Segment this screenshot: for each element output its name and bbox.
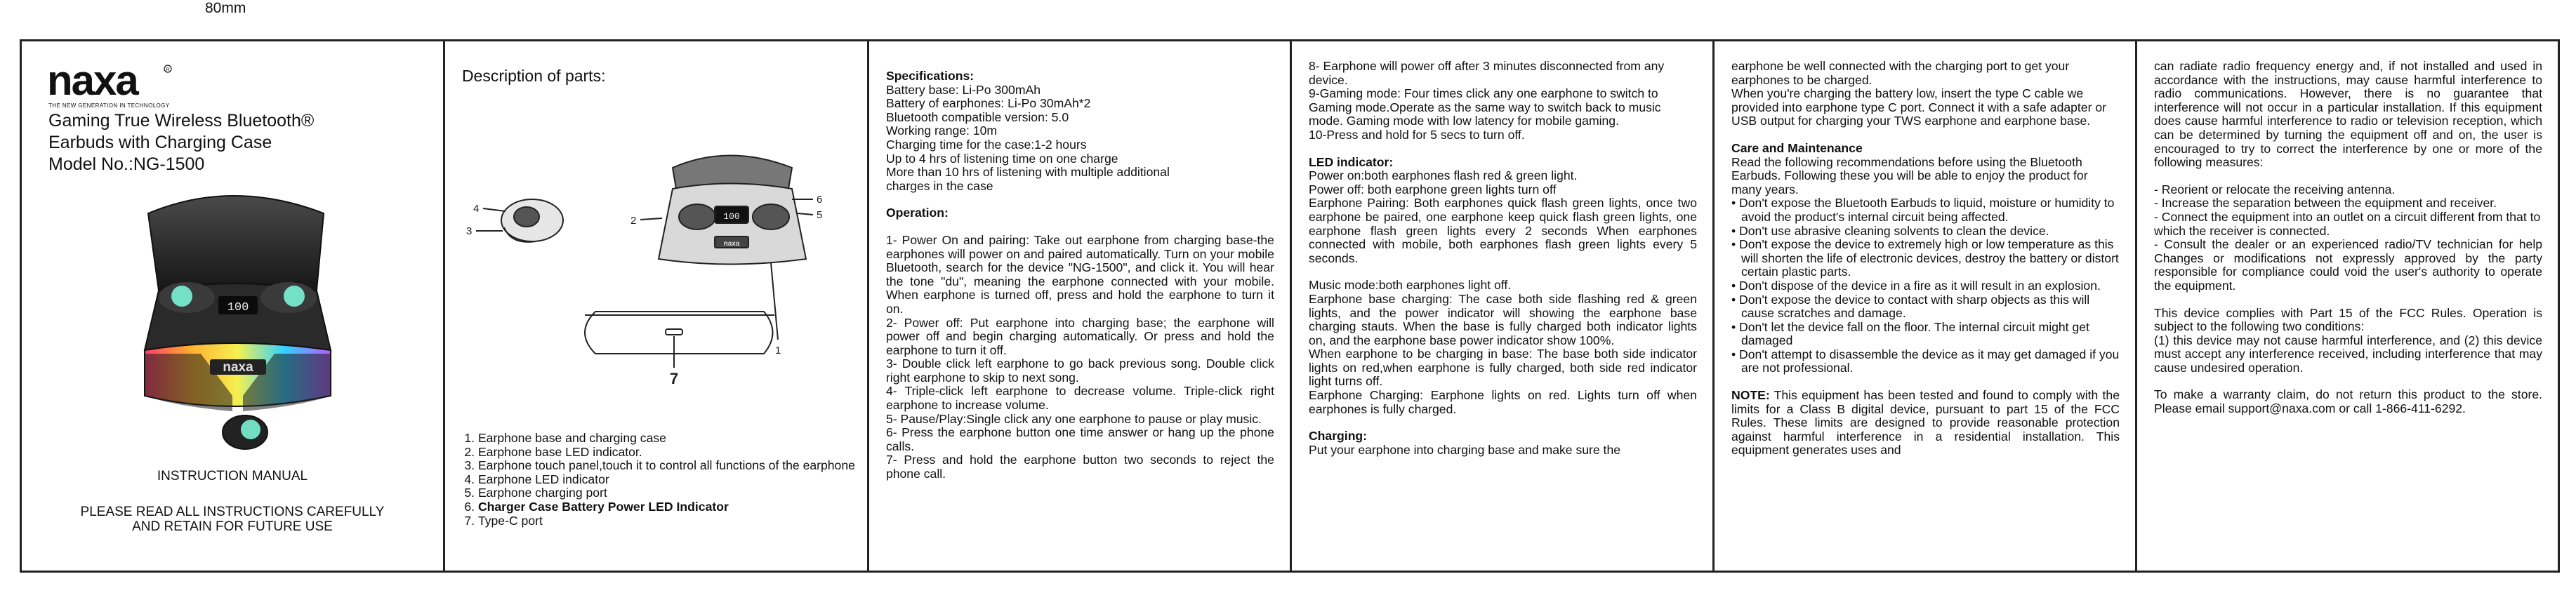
spec-line: More than 10 hrs of listening with multiple additional [885,165,1170,180]
fcc-compliance: This device complies with Part 15 of the FCC Rules. Operation is subject to the following two conditions: [2154,305,2543,334]
callout-1: 1 [774,345,781,356]
brand-tagline: THE NEW GENERATION IN TECHNOLOGY [48,102,170,109]
operation-heading: Operation: [885,206,949,220]
spec-line: Battery base: Li-Po 300mAh [885,82,1041,97]
spec-line: Charging time for the case:1-2 hours [885,137,1087,152]
led-indicator-heading: LED indicator: [1308,154,1394,169]
svg-text:100: 100 [723,211,740,222]
list-item: - Increase the separation between the equipment and receiver. [2154,196,2497,211]
svg-text:100: 100 [227,301,249,314]
fcc-conditions: (1) this device may not cause harmful interference, and (2) this device must accept any interference received, including interference that may cause undesired operation. [2154,333,2543,375]
list-item: 3. Earphone touch panel,touch it to control all functions of the earphone [478,459,869,473]
callout-6: 6 [816,194,823,206]
list-item: - Reorient or relocate the receiving antenna. [2154,182,2396,196]
list-item: 4. Earphone LED indicator [478,473,869,487]
charging-text: When you're charging the battery low, insert the type C cable we provided into earphone type C port. Connect it with a safe adapter or USB output for charging your TWS earphone and earphone base. [1731,86,2106,128]
list-item: - Connect the equipment into an outlet on a circuit different from that to which the receiver is connected. [2154,209,2541,238]
list-item: 2. Earphone base LED indicator. [478,446,869,460]
list-item: • Don't expose the Bluetooth Earbuds to liquid, moisture or humidity to avoid the product's internal circuit being affected. [1731,196,2115,224]
charging-text: earphone be well connected with the charging port to get your earphones to be charged. [1731,59,2070,87]
read-instructions-line: AND RETAIN FOR FUTURE USE [132,519,333,534]
led-line: When earphone to be charging in base: The base both side indicator lights on red,when earphone is fully charged, both side red indicator light turns off. [1308,347,1697,389]
operation-step: 6- Press the earphone button one time answer or hang up the phone calls. [885,425,1274,453]
operation-step: 4- Triple-click left earphone to decrease volume. Triple-click right earphone to increase volume. [885,384,1274,413]
led-line: Earphone Charging: Earphone lights on red. Lights turn off when earphones is fully charged. [1308,388,1697,416]
svg-text:naxa: naxa [723,240,740,248]
read-instructions-note [22,505,443,534]
operation-step: 2- Power off: Put earphone into charging base; the earphone will power off and begin charging automatically. Or press and hold the earphone to turn it off. [885,315,1274,357]
instruction-manual-label: INSTRUCTION MANUAL [157,469,308,484]
led-line: Music mode:both earphones light off. [1308,278,1512,293]
spec-line: Bluetooth compatible version: 5.0 [885,109,1069,124]
dimension-label: 80mm [205,0,246,16]
svg-text:naxa: naxa [47,62,138,99]
operation-step: 9-Gaming mode: Four times click any one earphone to switch to Gaming mode.Operate as the same way to switch back to music mode. Gaming mode with low latency for mobile gaming. [1308,86,1661,128]
spec-line: Up to 4 hrs of listening time on one charge [885,151,1118,166]
operation-step: 8- Earphone will power off after 3 minutes disconnected from any device. [1308,59,1665,87]
svg-text:naxa: naxa [223,360,253,375]
list-item: • Don't expose the device to contact with sharp objects as this will cause scratches and damage. [1731,292,2090,321]
callout-7: 7 [669,370,679,387]
led-line: Earphone base charging: The case both side flashing red & green lights, and the power indicator will showing the earphone base charging stauts. When the base is fully charged both indicator lights on, and the earphone base power indicator show 100%. [1308,291,1697,347]
operation-step: 7- Press and hold the earphone button two seconds to reject the phone call. [885,453,1274,481]
led-indicator-panel [1292,41,1715,571]
specs-operation-panel [869,41,1292,571]
callout-5: 5 [816,209,823,221]
parts-diagram [462,147,855,427]
callout-3: 3 [465,225,473,237]
list-item: • Don't attempt to disassemble the device as it may get damaged if you are not professional. [1731,347,2120,375]
list-item: 7. Type-C port [478,514,869,528]
care-heading: Care and Maintenance [1731,140,1863,155]
list-item: • Don't use abrasive cleaning solvents to clean the device. [1731,223,2049,238]
charging-case-illustration [120,185,359,455]
operation-step: 3- Double click left earphone to go back previous song. Double click right earphone to skip to next song. [885,356,1274,385]
list-item: 1. Earphone base and charging case [478,432,869,446]
parts-title: Description of parts: [461,67,606,85]
cover-panel [22,41,445,571]
product-title [48,110,314,175]
spec-line: Battery of earphones: Li-Po 30mAh*2 [885,96,1091,111]
list-item: 6. Charger Case Battery Power LED Indicator [478,500,869,514]
list-item: • Don't let the device fall on the floor. The internal circuit might get damaged [1731,319,2089,348]
read-instructions-line: PLEASE READ ALL INSTRUCTIONS CAREFULLY [80,505,385,519]
led-line: Power on:both earphones flash red & green light. [1308,168,1578,183]
manual-sheet [20,39,2560,573]
naxa-logo [47,62,194,99]
specifications-heading: Specifications: [885,69,975,83]
led-line: Power off: both earphone green lights turn off [1308,182,1557,196]
fcc-intro: can radiate radio frequency energy and, if not installed and used in accordance with the instructions, may cause harmful interference to radio communications. However, there is no guarantee that interference will not occur in a particular installation. If this equipment does cause harmful interference to radio or television reception, which can be determined by turning the equipment off and on, the user is encouraged to try to correct the interference by one or more of the following measures: [2154,59,2543,170]
operation-step: 5- Pause/Play:Single click any one earphone to pause or play music. [885,411,1262,426]
charging-heading: Charging: [1308,429,1368,444]
parts-list [462,432,869,528]
operation-step: 10-Press and hold for 5 secs to turn off. [1308,127,1525,142]
product-title-line: Earbuds with Charging Case [48,133,272,152]
callout-2: 2 [630,215,637,227]
care-panel [1715,41,2137,571]
product-title-line: Model No.:NG-1500 [48,154,205,174]
operation-step: 1- Power On and pairing: Take out earphone from charging base-the earphones will power on and paired automatically. Turn on your mobile Bluetooth, search for the device "NG-1500", and click it. You will hear the tone "du", meaning the earphone connected with your mobile. When earphone is turned off, press and hold the earphone to turn it on. [885,232,1274,316]
fcc-panel [2137,41,2558,571]
list-item: • Don't dispose of the device in a fire as it will result in an explosion. [1731,278,2101,293]
spec-line: Working range: 10m [885,124,998,138]
spec-line: charges in the case [885,178,993,193]
led-line: Earphone Pairing: Both earphones quick flash green lights, once two earphone be paired, one earphone keep quick flash green lights, one earphone flash green lights every 2 seconds When earphones connected with mobile, both earphones flash green lights every 5 seconds. [1308,196,1697,265]
list-item: - Consult the dealer or an experienced radio/TV technician for help Changes or modifications not expressly approved by the party responsible for compliance could void the user's authority to operate the equipment. [2154,237,2543,293]
warranty-text: To make a warranty claim, do not return this product to the store. Please email support@naxa.com or call 1-866-411-6292. [2154,387,2543,416]
list-item: 5. Earphone charging port [478,486,869,500]
list-item: • Don't expose the device to extremely high or low temperature as this will shorten the life of electronic devices, destroy the battery or distort certain plastic parts. [1731,237,2119,279]
callout-4: 4 [473,203,480,215]
product-title-line: Gaming True Wireless Bluetooth® [48,111,315,131]
fcc-note: NOTE: This equipment has been tested and found to comply with the limits for a Class B digital device, pursuant to part 15 of the FCC Rules. These limits are designed to provide reasonable protection against harmful interference in a residential installation. This equipment generates uses and [1731,388,2120,458]
charging-text: Put your earphone into charging base and make sure the [1308,442,1621,457]
svg-text:R: R [166,67,170,72]
care-intro: Read the following recommendations before using the Bluetooth Earbuds. Following these you will be able to enjoy the product for many years. [1731,154,2088,196]
parts-panel [445,41,869,571]
